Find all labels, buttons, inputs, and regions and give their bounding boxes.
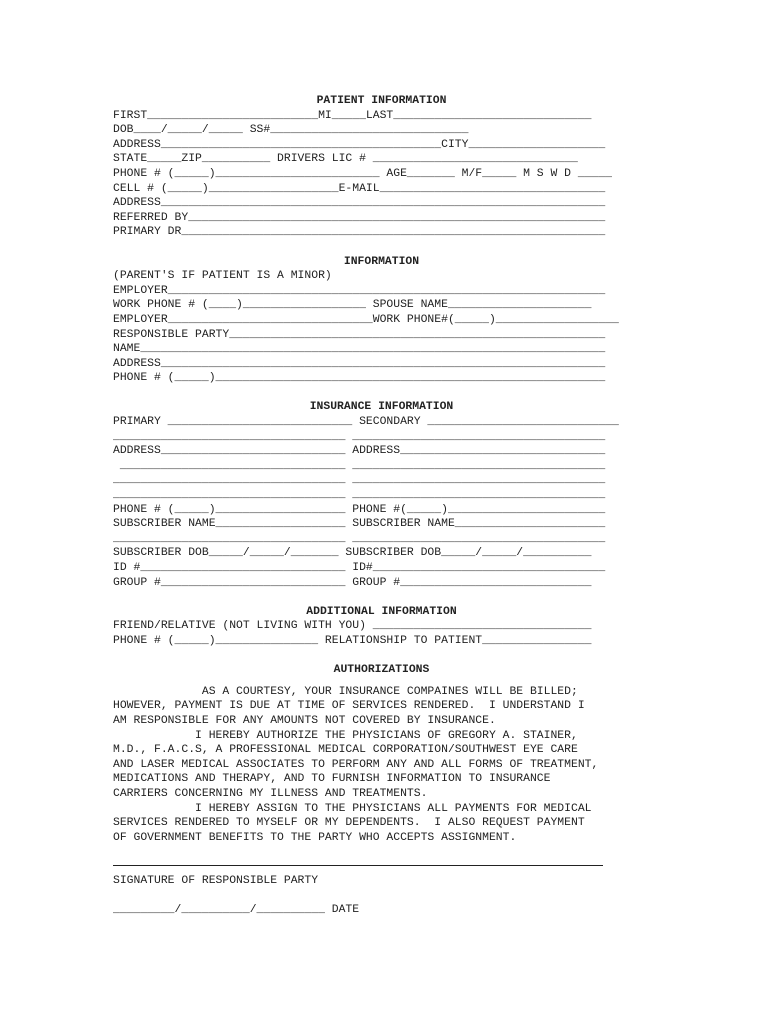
- guardian-address-field[interactable]: ADDRESS_________________________________________________________________: [113, 357, 606, 370]
- information-title: INFORMATION: [343, 255, 420, 268]
- address-field-2[interactable]: ADDRESS_________________________________________________________________: [113, 197, 606, 210]
- relationship-phone-field[interactable]: PHONE # (_____)_______________ RELATIONSHIP TO PATIENT________________: [113, 634, 592, 647]
- insurance-phone-field[interactable]: PHONE # (_____)___________________ PHONE #(_____)_______________________: [113, 503, 606, 516]
- insurance-address-line-2[interactable]: _________________________________ _____________________________________: [113, 459, 606, 472]
- employer-work-phone-field[interactable]: EMPLOYER______________________________WORK PHONE#(_____)__________________: [113, 313, 619, 326]
- guardian-phone-field[interactable]: PHONE # (_____)_________________________________________________________: [113, 372, 606, 385]
- insurance-information-title: INSURANCE INFORMATION: [309, 401, 454, 414]
- cell-email-field[interactable]: CELL # (_____)___________________E-MAIL_________________________________: [113, 182, 606, 195]
- patient-information-fields: [113, 109, 650, 240]
- primary-secondary-insurance-field[interactable]: PRIMARY ___________________________ SECONDARY ____________________________: [113, 416, 619, 429]
- patient-information-title: PATIENT INFORMATION: [316, 95, 447, 107]
- insurance-address-line-3[interactable]: __________________________________ _____________________________________: [113, 474, 606, 487]
- signature-label: SIGNATURE OF RESPONSIBLE PARTY: [113, 875, 319, 888]
- authorizations-title: AUTHORIZATIONS: [333, 664, 430, 677]
- work-phone-spouse-field[interactable]: WORK PHONE # (____)__________________ SPOUSE NAME_____________________: [113, 299, 592, 312]
- referred-by-field[interactable]: REFERRED BY_____________________________________________________________: [113, 211, 606, 224]
- phone-age-sex-status-field[interactable]: PHONE # (_____)________________________ AGE_______ M/F_____ M S W D _____: [113, 167, 612, 180]
- state-zip-license-field[interactable]: STATE_____ZIP__________ DRIVERS LIC # ______________________________: [113, 153, 578, 166]
- additional-information-title: ADDITIONAL INFORMATION: [306, 605, 457, 618]
- date-field[interactable]: _________/__________/__________ DATE: [113, 904, 360, 917]
- subscriber-dob-field[interactable]: SUBSCRIBER DOB_____/_____/_______ SUBSCRIBER DOB_____/_____/__________: [113, 547, 592, 560]
- guardian-information-fields: [113, 269, 650, 386]
- responsible-party-field[interactable]: RESPONSIBLE PARTY_______________________________________________________: [113, 328, 606, 341]
- subscriber-name-field[interactable]: SUBSCRIBER NAME___________________ SUBSCRIBER NAME______________________: [113, 518, 606, 531]
- insurance-blank-line[interactable]: __________________________________ _____________________________________: [113, 430, 606, 443]
- first-mi-last-field[interactable]: FIRST_________________________MI_____LAST_____________________________: [113, 109, 592, 122]
- additional-information-fields: [113, 619, 650, 648]
- friend-relative-field[interactable]: FRIEND/RELATIVE (NOT LIVING WITH YOU) ________________________________: [113, 620, 592, 633]
- dob-ssn-field[interactable]: DOB____/_____/_____ SS#_____________________________: [113, 124, 469, 137]
- insurance-id-field[interactable]: ID #______________________________ ID#__________________________________: [113, 562, 606, 574]
- insurance-group-field[interactable]: GROUP #___________________________ GROUP #____________________________: [113, 576, 592, 589]
- signature-line[interactable]: [113, 865, 603, 866]
- employer-field[interactable]: EMPLOYER________________________________________________________________: [113, 284, 606, 297]
- authorizations-text: AS A COURTESY, YOUR INSURANCE COMPAINES WILL BE BILLED; HOWEVER, PAYMENT IS DUE AT TIME OF SERVICES RENDERED. I UNDERSTAND I AM RESPONSIBLE FOR ANY AMOUNTS NOT COVERED BY INSURANCE. I HEREBY AUTHORIZE THE PHYSICIANS OF GREGORY A. STAINER, M.D., F.A.C.S, A PROFESSIONAL MEDICAL CORPORATION/SOUTHWEST EYE CARE AND LASER MEDICAL ASSOCIATES TO PERFORM ANY AND ALL FORMS OF TREATMENT, MEDICATIONS AND THERAPY, AND TO FURNISH INFORMATION TO INSURANCE CARRIERS CONCERNING MY ILLNESS AND TREATMENTS. I HEREBY ASSIGN TO THE PHYSICIANS ALL PAYMENTS FOR MEDICAL SERVICES RENDERED TO MYSELF OR MY DEPENDENTS. I ALSO REQUEST PAYMENT OF GOVERNMENT BENEFITS TO THE PARTY WHO ACCEPTS ASSIGNMENT.: [113, 685, 599, 844]
- insurance-address-line-4[interactable]: __________________________________ _____________________________________: [113, 489, 606, 502]
- insurance-address-field[interactable]: ADDRESS___________________________ ADDRESS______________________________: [113, 445, 606, 458]
- primary-dr-field[interactable]: PRIMARY DR______________________________________________________________: [113, 226, 606, 239]
- minor-note: (PARENT'S IF PATIENT IS A MINOR): [113, 270, 332, 283]
- name-field[interactable]: NAME____________________________________________________________________: [113, 343, 606, 356]
- address-city-field[interactable]: ADDRESS_________________________________________CITY____________________: [113, 138, 606, 151]
- insurance-information-fields: [113, 415, 650, 590]
- subscriber-name-line-2[interactable]: __________________________________ _____________________________________: [113, 532, 606, 545]
- patient-intake-form: [113, 94, 650, 918]
